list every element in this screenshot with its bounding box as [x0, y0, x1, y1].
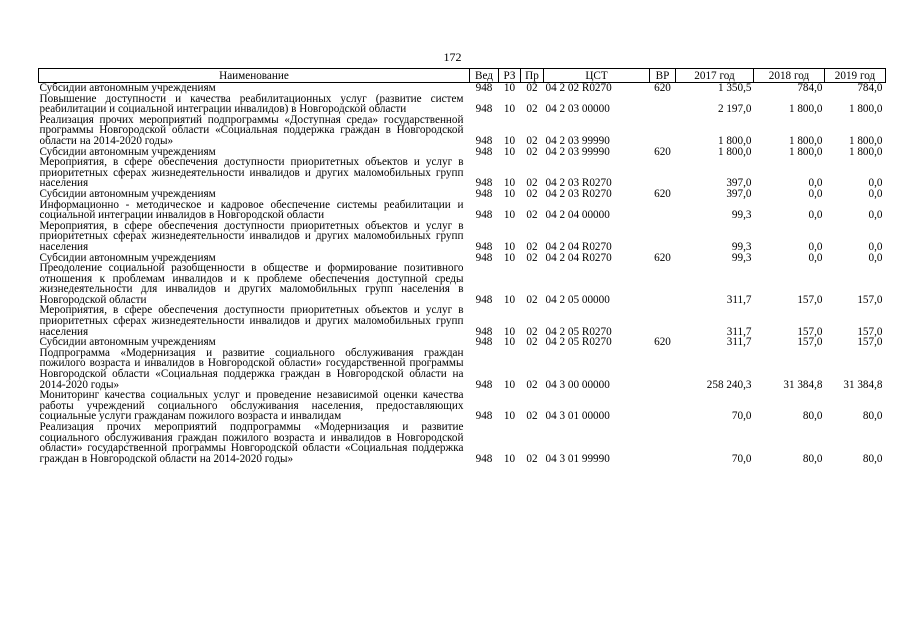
cell-2018: 0,0	[808, 177, 823, 190]
header-name: Наименование	[39, 69, 470, 83]
cell-cst: 04 3 01 99990	[545, 452, 610, 465]
cell-cst: 04 2 03 R0270	[545, 177, 612, 190]
cell-2017: 99,3	[731, 209, 752, 222]
cell-name: Подпрограмма «Модернизация и развитие социального обслуживания граждан пожилого возраста и инвалидов в Новгородской области» государственной программы Новгородской области «Социальная поддержка граждан в Новгородской области на 2014-2020 годы»	[39, 346, 464, 391]
cell-rz: 10	[503, 187, 516, 200]
cell-2018: 1 800,0	[788, 134, 823, 147]
cell-2017: 397,0	[726, 177, 752, 190]
cell-cst: 04 2 04 R0270	[545, 251, 612, 264]
cell-ved: 948	[475, 251, 493, 264]
header-2017: 2017 год	[676, 69, 754, 83]
cell-ved: 948	[475, 103, 493, 116]
table-row	[39, 422, 886, 464]
cell-rz: 10	[503, 378, 516, 391]
cell-pr: 02	[526, 410, 538, 423]
cell-pr: 02	[526, 103, 538, 116]
cell-2018: 0,0	[808, 209, 823, 222]
cell-rz: 10	[503, 325, 516, 338]
cell-cst: 04 2 02 R0270	[545, 82, 612, 94]
cell-vr	[650, 221, 676, 253]
header-rz: РЗ	[499, 69, 521, 83]
cell-rz: 10	[503, 82, 516, 94]
cell-2017: 70,0	[731, 410, 752, 423]
table-row	[39, 221, 886, 253]
cell-2018: 157,0	[797, 293, 823, 306]
cell-2017: 397,0	[726, 187, 752, 200]
header-2018: 2018 год	[754, 69, 825, 83]
cell-2018: 157,0	[797, 336, 823, 349]
cell-pr: 02	[526, 378, 538, 391]
cell-rz: 10	[503, 410, 516, 423]
cell-name: Преодоление социальной разобщенности в обществе и формирование позитивного отношения к проблемам инвалидов и к проблеме обеспечения доступной среды жизнедеятельности для инвалидов и других маломобильных групп населения в Новгородской области	[39, 262, 464, 306]
cell-vr: 620	[654, 187, 671, 200]
cell-name: Мероприятия, в сфере обеспечения доступности приоритетных объектов и услуг в приоритетных сферах жизнедеятельности инвалидов и других маломобильных групп населения	[39, 219, 464, 253]
cell-name: Информационно - методическое и кадровое обеспечение системы реабилитации и социальной интеграции инвалидов в Новгородской области	[39, 198, 464, 222]
cell-vr	[650, 115, 676, 147]
cell-2019: 1 800,0	[848, 145, 883, 158]
cell-vr	[650, 157, 676, 189]
cell-2019: 31 384,8	[843, 378, 883, 391]
cell-2019: 0,0	[868, 209, 883, 222]
cell-2017: 1 350,5	[717, 82, 752, 94]
cell-name: Повышение доступности и качества реабилитационных услуг (развитие систем реабилитации и социальной интеграции инвалидов) в Новгородской области	[39, 92, 464, 116]
cell-2019: 1 800,0	[848, 103, 883, 116]
cell-vr	[650, 348, 676, 390]
cell-ved: 948	[475, 240, 493, 253]
cell-name: Реализация прочих мероприятий подпрограммы «Доступная среда» государственной программы Новгородской области «Социальная поддержка граждан в Новгородской области на 2014-2020 годы»	[39, 113, 464, 147]
cell-vr	[650, 94, 676, 115]
table-row	[39, 348, 886, 390]
cell-pr: 02	[526, 452, 538, 465]
cell-ved: 948	[475, 187, 493, 200]
table-row	[39, 189, 886, 200]
cell-rz: 10	[503, 177, 516, 190]
budget-table	[38, 68, 886, 464]
cell-pr: 02	[526, 293, 538, 306]
cell-2019: 157,0	[857, 325, 883, 338]
cell-2018: 784,0	[797, 82, 823, 94]
cell-2019: 1 800,0	[848, 134, 883, 147]
cell-cst: 04 2 03 R0270	[545, 187, 612, 200]
cell-2018: 1 800,0	[788, 103, 823, 116]
cell-vr: 620	[654, 336, 671, 349]
cell-ved: 948	[475, 134, 493, 147]
cell-2019: 0,0	[868, 187, 883, 200]
cell-rz: 10	[503, 145, 516, 158]
cell-2017: 258 240,3	[706, 378, 752, 391]
cell-2017: 99,3	[731, 251, 752, 264]
cell-2017: 70,0	[731, 452, 752, 465]
cell-2017: 1 800,0	[717, 145, 752, 158]
header-cst: ЦСТ	[544, 69, 650, 83]
cell-ved: 948	[475, 293, 493, 306]
cell-name: Мероприятия, в сфере обеспечения доступности приоритетных объектов и услуг в приоритетных сферах жизнедеятельности инвалидов и других маломобильных групп населения	[39, 156, 464, 190]
cell-name: Субсидии автономным учреждениям	[39, 187, 216, 200]
cell-rz: 10	[503, 209, 516, 222]
cell-ved: 948	[475, 177, 493, 190]
cell-2019: 80,0	[862, 410, 883, 423]
table-header-row	[39, 69, 886, 83]
cell-2018: 0,0	[808, 187, 823, 200]
cell-pr: 02	[526, 134, 538, 147]
cell-ved: 948	[475, 82, 493, 94]
cell-2017: 99,3	[731, 240, 752, 253]
cell-2017: 311,7	[726, 293, 752, 306]
cell-cst: 04 2 05 R0270	[545, 325, 612, 338]
page-number: 172	[443, 50, 462, 64]
cell-2018: 0,0	[808, 251, 823, 264]
header-ved: Вед	[470, 69, 499, 83]
cell-cst: 04 2 04 00000	[545, 209, 610, 222]
cell-2019: 80,0	[862, 452, 883, 465]
cell-rz: 10	[503, 452, 516, 465]
table-row	[39, 305, 886, 337]
cell-2017: 311,7	[726, 336, 752, 349]
cell-vr	[650, 200, 676, 221]
cell-2018: 80,0	[802, 452, 823, 465]
cell-ved: 948	[475, 378, 493, 391]
cell-pr: 02	[526, 240, 538, 253]
cell-vr	[650, 263, 676, 305]
cell-name: Субсидии автономным учреждениям	[39, 251, 216, 264]
cell-vr: 620	[654, 145, 671, 158]
cell-ved: 948	[475, 452, 493, 465]
cell-pr: 02	[526, 145, 538, 158]
cell-2019: 157,0	[857, 293, 883, 306]
cell-ved: 948	[475, 325, 493, 338]
cell-pr: 02	[526, 251, 538, 264]
cell-2019: 784,0	[857, 82, 883, 94]
cell-pr: 02	[526, 82, 538, 94]
header-pr: Пр	[521, 69, 544, 83]
cell-name: Мониторинг качества социальных услуг и проведение независимой оценки качества работы учреждений социального обслуживания населения, предоставляющих социальные услуги гражданам пожилого возраста и инвалидам	[39, 389, 464, 423]
cell-pr: 02	[526, 177, 538, 190]
cell-2019: 0,0	[868, 240, 883, 253]
cell-cst: 04 2 05 R0270	[545, 336, 612, 349]
cell-vr	[650, 422, 676, 464]
cell-2017: 1 800,0	[717, 134, 752, 147]
cell-rz: 10	[503, 336, 516, 349]
cell-2019: 0,0	[868, 177, 883, 190]
cell-name: Субсидии автономным учреждениям	[39, 145, 216, 158]
table-row	[39, 200, 886, 221]
cell-ved: 948	[475, 410, 493, 423]
cell-ved: 948	[475, 336, 493, 349]
cell-rz: 10	[503, 293, 516, 306]
cell-2018: 157,0	[797, 325, 823, 338]
table-row	[39, 390, 886, 422]
cell-pr: 02	[526, 336, 538, 349]
cell-2018: 0,0	[808, 240, 823, 253]
cell-ved: 948	[475, 209, 493, 222]
cell-2019: 0,0	[868, 251, 883, 264]
cell-name: Субсидии автономным учреждениям	[39, 82, 216, 94]
cell-cst: 04 2 05 00000	[545, 293, 610, 306]
cell-2017: 311,7	[726, 325, 752, 338]
cell-2019: 157,0	[857, 336, 883, 349]
cell-name: Мероприятия, в сфере обеспечения доступности приоритетных объектов и услуг в приоритетных сферах жизнедеятельности инвалидов и других маломобильных групп населения	[39, 304, 464, 338]
header-vr: ВР	[650, 69, 676, 83]
cell-pr: 02	[526, 209, 538, 222]
table-row	[39, 157, 886, 189]
cell-pr: 02	[526, 325, 538, 338]
cell-2018: 31 384,8	[783, 378, 823, 391]
table-row	[39, 83, 886, 94]
table-row	[39, 115, 886, 147]
cell-ved: 948	[475, 145, 493, 158]
cell-cst: 04 2 03 00000	[545, 103, 610, 116]
cell-rz: 10	[503, 134, 516, 147]
cell-cst: 04 2 04 R0270	[545, 240, 612, 253]
cell-rz: 10	[503, 103, 516, 116]
cell-vr	[650, 305, 676, 337]
cell-name: Субсидии автономным учреждениям	[39, 336, 216, 349]
cell-cst: 04 2 03 99990	[545, 134, 610, 147]
cell-name: Реализация прочих мероприятий подпрограммы «Модернизация и развитие социального обслуживания граждан пожилого возраста и инвалидов в Новгородской области» государственной программы Новгородской области «Социальная поддержка граждан в Новгородской области на 2014-2020 годы»	[39, 421, 464, 465]
cell-cst: 04 2 03 99990	[545, 145, 610, 158]
cell-rz: 10	[503, 251, 516, 264]
table-row	[39, 94, 886, 115]
cell-vr	[650, 390, 676, 422]
cell-2018: 1 800,0	[788, 145, 823, 158]
cell-rz: 10	[503, 240, 516, 253]
cell-2017: 2 197,0	[717, 103, 752, 116]
cell-vr: 620	[654, 82, 671, 94]
cell-2018: 80,0	[802, 410, 823, 423]
cell-vr: 620	[654, 251, 671, 264]
cell-cst: 04 3 00 00000	[545, 378, 610, 391]
cell-cst: 04 3 01 00000	[545, 410, 610, 423]
header-2019: 2019 год	[825, 69, 886, 83]
table-row	[39, 263, 886, 305]
cell-pr: 02	[526, 187, 538, 200]
